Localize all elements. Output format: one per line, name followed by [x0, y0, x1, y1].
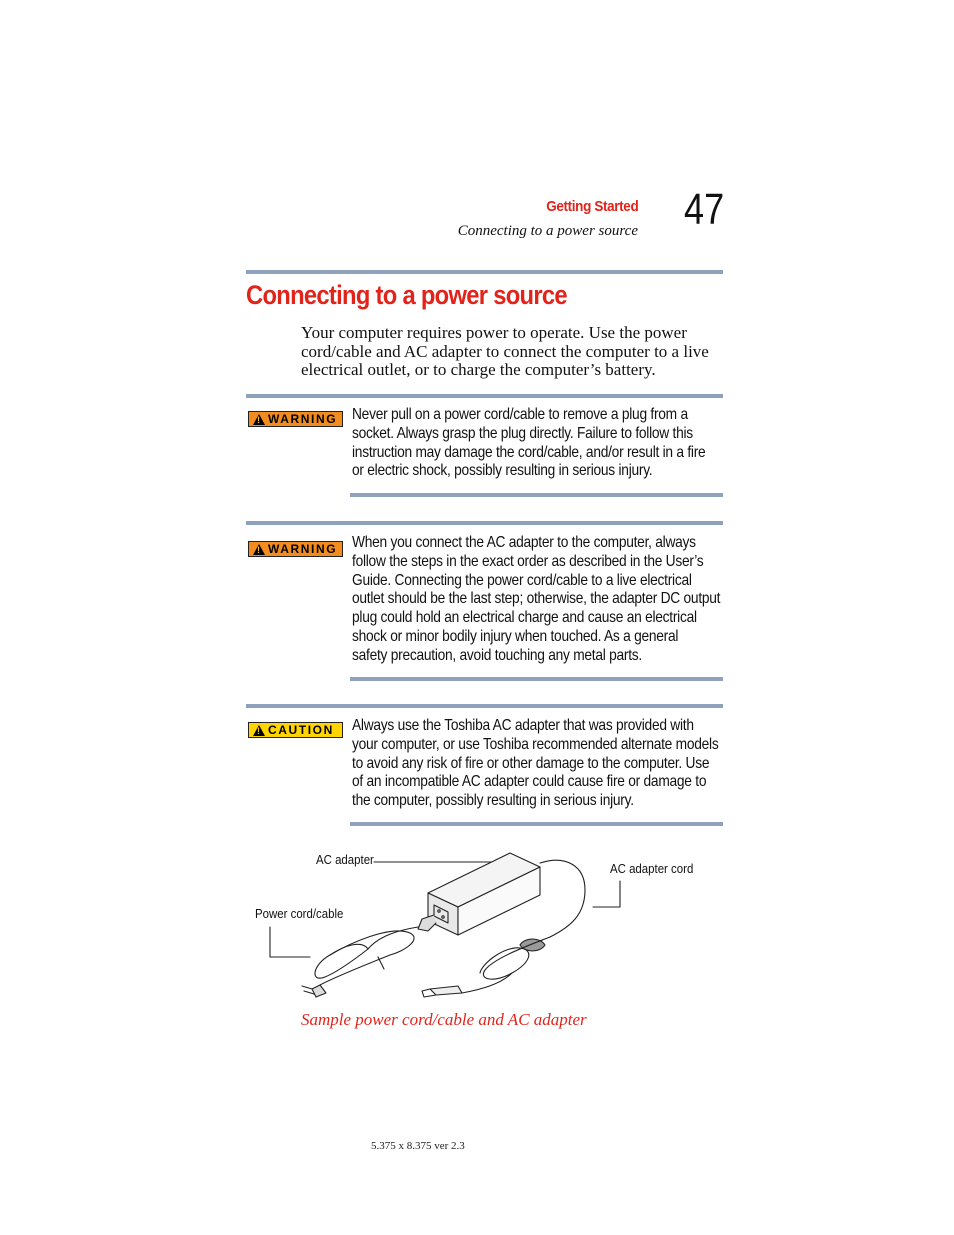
notice-line: Always use the Toshiba AC adapter that was provided with — [352, 717, 694, 734]
notice-top-rule — [246, 704, 723, 708]
notice-line: outlet should be the last step; otherwise, the adapter DC output — [352, 590, 721, 608]
notice-line: of an incompatible AC adapter could cause fire or damage to — [352, 773, 707, 791]
page-number: 47 — [684, 185, 725, 234]
running-header-section: Getting Started — [545, 198, 638, 215]
notice-line: your computer, or use Toshiba recommended alternate models — [352, 735, 719, 753]
notice-top-rule — [246, 521, 723, 525]
title-rule — [246, 270, 723, 274]
warning-triangle-icon — [253, 544, 265, 555]
notice-line: shock or minor bodily injury when touched. As a general — [352, 627, 679, 645]
caution-triangle-icon — [253, 725, 265, 736]
notice-line: the computer, possibly resulting in serious injury. — [352, 792, 634, 810]
notice-line: instruction may damage the cord/cable, and/or result in a fire — [352, 443, 706, 461]
intro-line: Your computer requires power to operate. Use the power — [301, 323, 687, 342]
notice-line: socket. Always grasp the plug directly. Failure to follow this — [352, 424, 693, 442]
caution-badge — [248, 722, 343, 738]
notice-line: to avoid any risk of fire or other damage to the computer. Use — [352, 754, 710, 772]
intro-line: cord/cable and AC adapter to connect the computer to a live — [301, 341, 709, 361]
page-footer: 5.375 x 8.375 ver 2.3 — [371, 1140, 465, 1152]
notice-top-rule — [246, 394, 723, 398]
notice-line: When you connect the AC adapter to the computer, always — [352, 534, 696, 551]
notice-bottom-rule — [350, 822, 723, 826]
notice-line: plug could hold an electrical charge and cause an electrical — [352, 609, 697, 627]
figure-caption: Sample power cord/cable and AC adapter — [301, 1010, 587, 1029]
page-title: Connecting to a power source — [246, 280, 567, 310]
warning-text — [352, 406, 730, 481]
intro-paragraph — [301, 324, 731, 380]
badge-label: CAUTION — [268, 723, 334, 737]
caution-text — [352, 717, 730, 811]
warning-triangle-icon — [253, 414, 265, 425]
notice-bottom-rule — [350, 677, 723, 681]
warning-text — [352, 534, 730, 666]
running-header-subsection: Connecting to a power source — [457, 223, 638, 239]
notice-line: or electric shock, possibly resulting in serious injury. — [352, 462, 653, 480]
label-ac-adapter-cord: AC adapter cord — [610, 861, 694, 876]
notice-line: Never pull on a power cord/cable to remove a plug from a — [352, 406, 688, 423]
label-ac-adapter: AC adapter — [316, 852, 374, 867]
warning-badge — [248, 541, 343, 557]
notice-line: safety precaution, avoid touching any metal parts. — [352, 646, 643, 664]
badge-label: WARNING — [268, 412, 338, 426]
label-power-cord: Power cord/cable — [255, 906, 344, 921]
notice-line: Guide. Connecting the power cord/cable to a live electrical — [352, 571, 692, 589]
notice-line: follow the steps in the exact order as described in the User’s — [352, 552, 704, 570]
notice-bottom-rule — [350, 493, 723, 497]
badge-label: WARNING — [268, 542, 338, 556]
warning-badge — [248, 411, 343, 427]
intro-line: electrical outlet, or to charge the computer’s battery. — [301, 360, 656, 379]
